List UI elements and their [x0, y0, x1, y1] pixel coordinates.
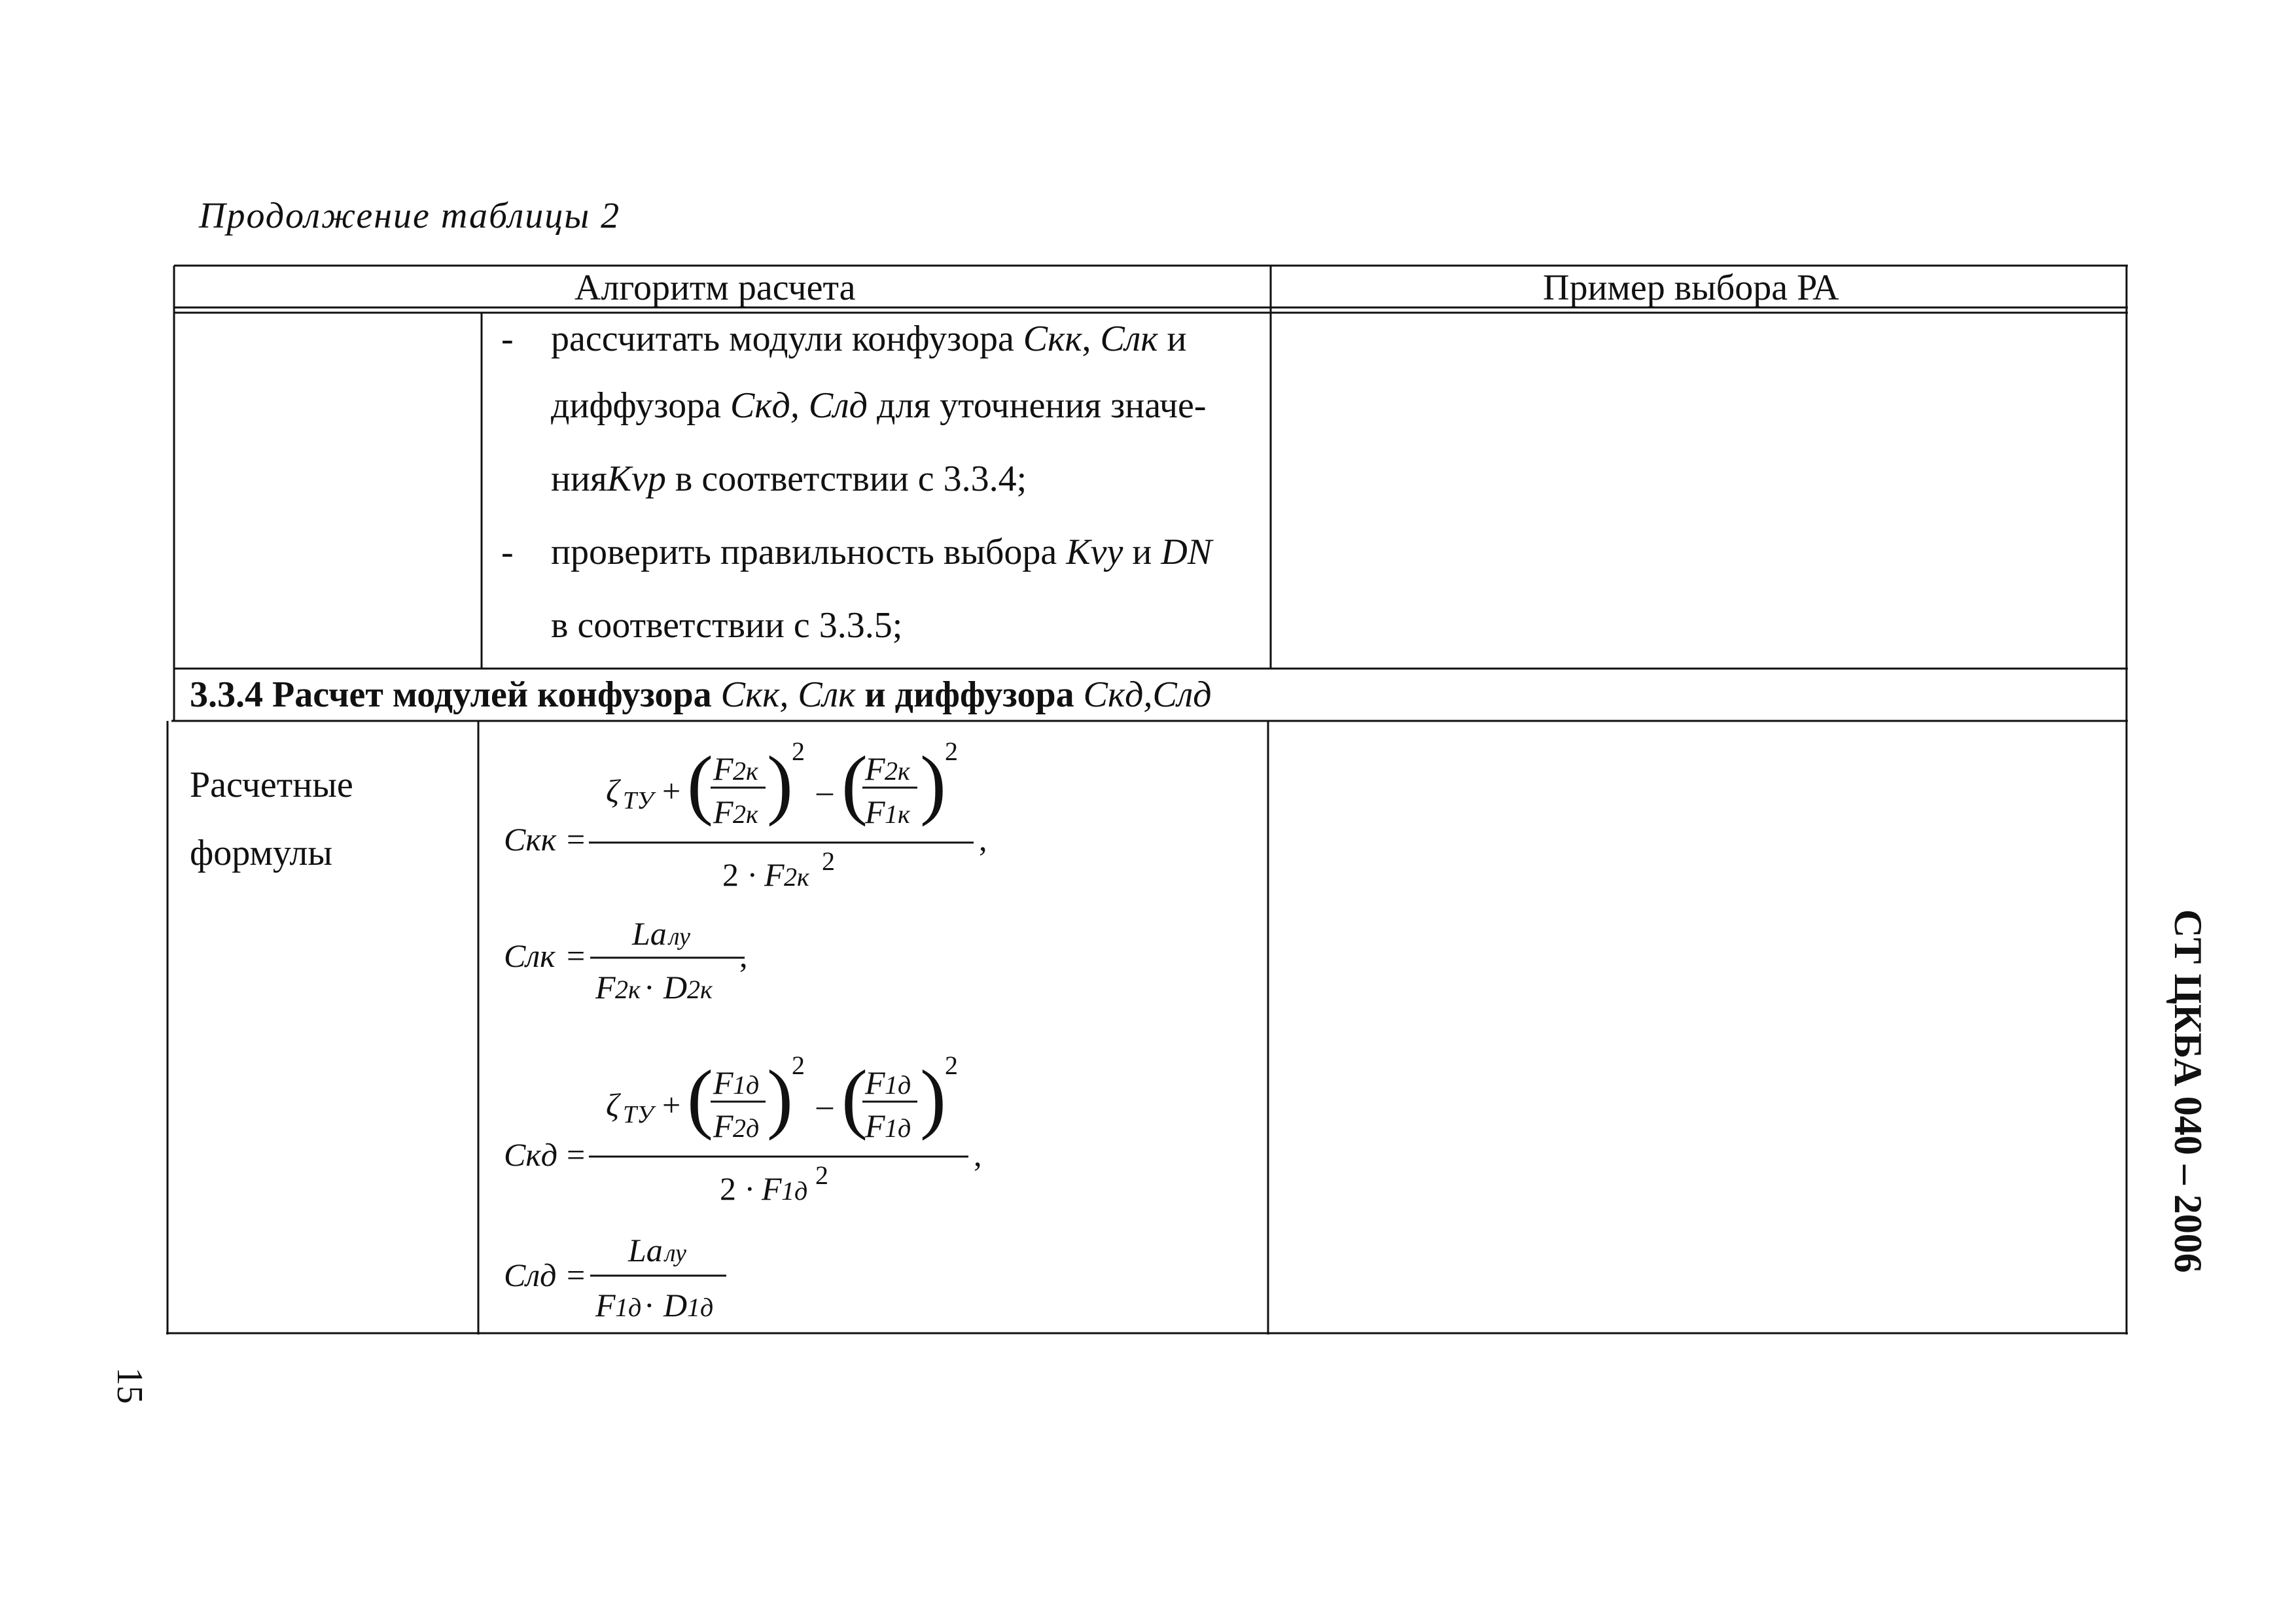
svg-text:2: 2 — [792, 737, 805, 766]
svg-text:F: F — [762, 1170, 782, 1207]
formula-clk — [504, 915, 748, 1005]
svg-text:2д: 2д — [733, 1113, 760, 1143]
symbol-kvp: Kvp — [607, 459, 666, 499]
svg-text:La: La — [632, 915, 667, 952]
svg-text:2 ·: 2 · — [720, 1170, 756, 1207]
svg-text:1д: 1д — [687, 1293, 714, 1322]
svg-text:F: F — [595, 969, 616, 1005]
svg-text:1д: 1д — [781, 1176, 808, 1206]
step2-line2: в соответствии с 3.3.5; — [551, 605, 903, 646]
svg-text:1д: 1д — [615, 1293, 642, 1322]
svg-text:Скк: Скк — [504, 821, 557, 858]
svg-text:лу: лу — [665, 1240, 686, 1267]
svg-text:1д: 1д — [885, 1070, 911, 1100]
svg-text:Слк: Слк — [504, 937, 556, 974]
formula-ckk — [504, 737, 987, 893]
bullet-2: - — [501, 532, 514, 572]
svg-text:,: , — [979, 821, 987, 858]
svg-text:D: D — [663, 969, 688, 1005]
svg-text:F: F — [713, 794, 733, 830]
svg-text:=: = — [567, 1136, 586, 1173]
svg-text:ζ: ζ — [606, 773, 620, 809]
svg-text:F: F — [764, 856, 785, 893]
svg-text:2: 2 — [822, 846, 835, 876]
svg-text:+: + — [662, 1087, 681, 1123]
bullet-1: - — [501, 319, 514, 359]
svg-text:=: = — [567, 1257, 586, 1293]
svg-text:F: F — [595, 1287, 616, 1323]
svg-text:,: , — [739, 937, 748, 974]
svg-text:F: F — [865, 1064, 885, 1101]
svg-text:·: · — [644, 1287, 655, 1323]
svg-text:): ) — [767, 740, 793, 827]
symbol-kvy: Kvy — [1066, 532, 1123, 572]
step1-line2: диффузора Скд, Слд для уточнения значе- — [551, 385, 1207, 426]
svg-text:–: – — [817, 1087, 833, 1123]
svg-text:2: 2 — [945, 737, 958, 766]
svg-text:F: F — [713, 1108, 733, 1144]
svg-text:F: F — [865, 1108, 885, 1144]
svg-text:(: ( — [841, 740, 868, 827]
svg-text:): ) — [920, 1054, 946, 1141]
svg-text:1д: 1д — [733, 1070, 760, 1100]
symbol-dn: DN — [1161, 532, 1212, 572]
svg-text:,: , — [974, 1136, 982, 1173]
step2-line1: проверить правильность выбора Kvy и DN — [551, 532, 1212, 572]
header-algorithm: Алгоритм расчета — [574, 268, 856, 308]
section-heading: 3.3.4 Расчет модулей конфузора Скк, Слк и диффузора Скд,Слд — [190, 674, 1212, 715]
svg-text:2 ·: 2 · — [722, 856, 758, 893]
svg-text:ТУ: ТУ — [623, 787, 654, 814]
svg-text:2: 2 — [945, 1051, 958, 1080]
svg-text:2к: 2к — [687, 975, 713, 1004]
svg-text:La: La — [628, 1232, 663, 1268]
step1-line3: нияKvp в соответствии с 3.3.4; — [551, 459, 1027, 499]
svg-text:2к: 2к — [733, 756, 758, 786]
header-example: Пример выбора РА — [1543, 268, 1839, 308]
svg-text:ζ: ζ — [606, 1087, 620, 1123]
formulas-label-line2: формулы — [190, 833, 332, 873]
table-caption: Продолжение таблицы 2 — [199, 196, 621, 236]
svg-text:1к: 1к — [885, 799, 910, 829]
svg-text:F: F — [865, 750, 885, 787]
svg-text:2к: 2к — [885, 756, 910, 786]
symbol-clk: Слк — [1100, 319, 1158, 359]
svg-text:1д: 1д — [885, 1113, 911, 1143]
svg-text:·: · — [644, 969, 655, 1005]
svg-text:Скд: Скд — [504, 1136, 558, 1173]
formula-cld — [504, 1232, 726, 1323]
svg-text:(: ( — [687, 1054, 713, 1141]
formulas-label-line1: Расчетные — [190, 765, 353, 805]
svg-text:Слд: Слд — [504, 1257, 557, 1293]
svg-text:): ) — [767, 1054, 793, 1141]
symbol-ckk: Скк — [1023, 319, 1082, 359]
svg-text:F: F — [865, 794, 885, 830]
svg-text:): ) — [920, 740, 946, 827]
svg-text:2к: 2к — [784, 862, 809, 892]
formula-ckd — [504, 1051, 982, 1207]
svg-text:+: + — [662, 773, 681, 809]
svg-text:(: ( — [841, 1054, 868, 1141]
document-code: СТ ЦКБА 040 – 2006 — [2166, 909, 2210, 1273]
svg-text:2к: 2к — [733, 799, 758, 829]
page-number: 15 — [109, 1367, 150, 1404]
symbol-ckd-cld: Скд, Слд — [730, 385, 868, 426]
svg-text:2к: 2к — [615, 975, 641, 1004]
svg-text:ТУ: ТУ — [623, 1101, 654, 1128]
svg-text:D: D — [663, 1287, 688, 1323]
step1-line1: рассчитать модули конфузора Скк, Слк и — [551, 319, 1187, 359]
svg-text:(: ( — [687, 740, 713, 827]
svg-text:лу: лу — [669, 923, 690, 951]
svg-text:–: – — [817, 773, 833, 809]
svg-text:=: = — [567, 821, 586, 858]
svg-text:F: F — [713, 750, 733, 787]
svg-text:=: = — [567, 937, 586, 974]
svg-text:2: 2 — [792, 1051, 805, 1080]
svg-text:F: F — [713, 1064, 733, 1101]
svg-text:2: 2 — [815, 1161, 828, 1190]
